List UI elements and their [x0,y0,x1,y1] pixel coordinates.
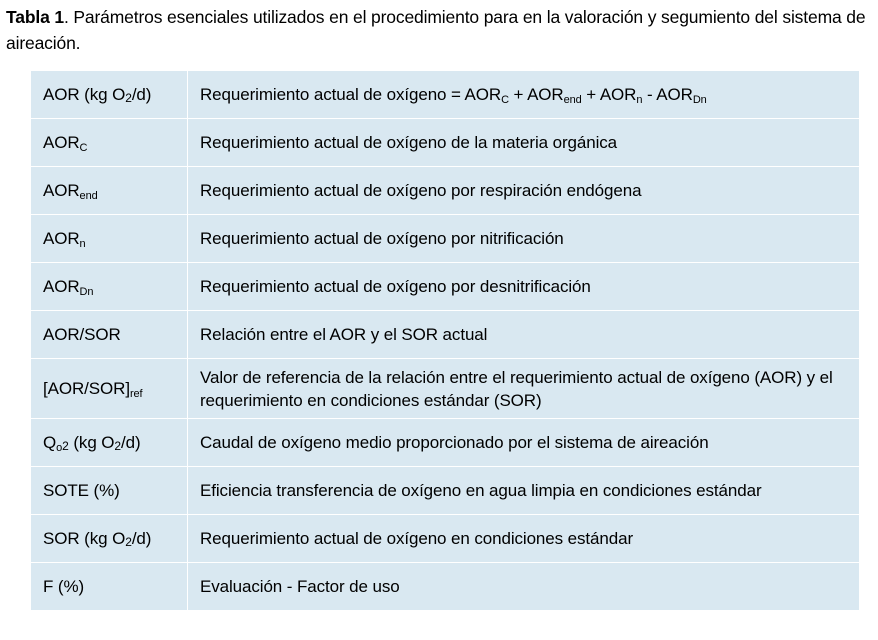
parameter-symbol: AOR/SOR [31,311,188,359]
table-body [31,71,859,610]
parameter-description: Requerimiento actual de oxígeno por desnitrificación [188,263,859,311]
table-row [31,263,859,311]
table-row [31,71,859,119]
parameter-description: Valor de referencia de la relación entre el requerimiento actual de oxígeno (AOR) y el requerimiento en condiciones estándar (SOR) [188,359,859,419]
table-row [31,515,859,563]
caption-text: . Parámetros esenciales utilizados en el procedimiento para en la valoración y segumiento del sistema de aireación. [6,7,866,53]
parameter-description: Evaluación - Factor de uso [200,577,400,596]
parameter-symbol: $Q_{o2}$ (kg $O_2/d$) [31,419,188,467]
table-row [31,419,859,467]
parameter-symbol: F (%) [31,563,188,610]
parameter-description: Relación entre el AOR y el SOR actual [188,311,859,359]
parameter-symbol: $AOR_{Dn}$ [31,263,188,311]
parameter-description: Requerimiento actual de oxígeno en condiciones estándar [188,515,859,563]
parameter-symbol: $[AOR/SOR]_{ref}$ [31,359,188,419]
parameter-description: Requerimiento actual de oxígeno por respiración endógena [188,167,859,215]
parameter-description: Requerimiento actual de oxígeno por nitrificación [188,215,859,263]
parameter-symbol: SOR (kg $O_2/d$) [31,515,188,563]
parameter-symbol: $AOR_C$ [31,119,188,167]
parameters-table [31,71,859,610]
table-row [31,215,859,263]
parameter-symbol: AOR (kg $O_2/d$) [31,71,188,119]
table-row [31,563,859,610]
parameter-symbol: $AOR_n$ [31,215,188,263]
table-row [31,359,859,419]
table-row [31,167,859,215]
parameter-description: Requerimiento actual de oxígeno de la materia orgánica [188,119,859,167]
table-row [31,311,859,359]
table-caption [6,4,872,56]
parameter-symbol: SOTE (%) [31,467,188,515]
table-row [31,467,859,515]
parameter-symbol: $AOR_{end}$ [31,167,188,215]
table-row [31,119,859,167]
parameter-description: Requerimiento actual de oxígeno = $AOR_C + AOR_{end} + AOR_n - AOR_{Dn}$ [188,71,859,119]
parameter-description: Eficiencia transferencia de oxígeno en agua limpia en condiciones estándar [188,467,859,515]
parameter-description: Caudal de oxígeno medio proporcionado por el sistema de aireación [188,419,859,467]
table-label: Tabla 1 [6,7,64,27]
